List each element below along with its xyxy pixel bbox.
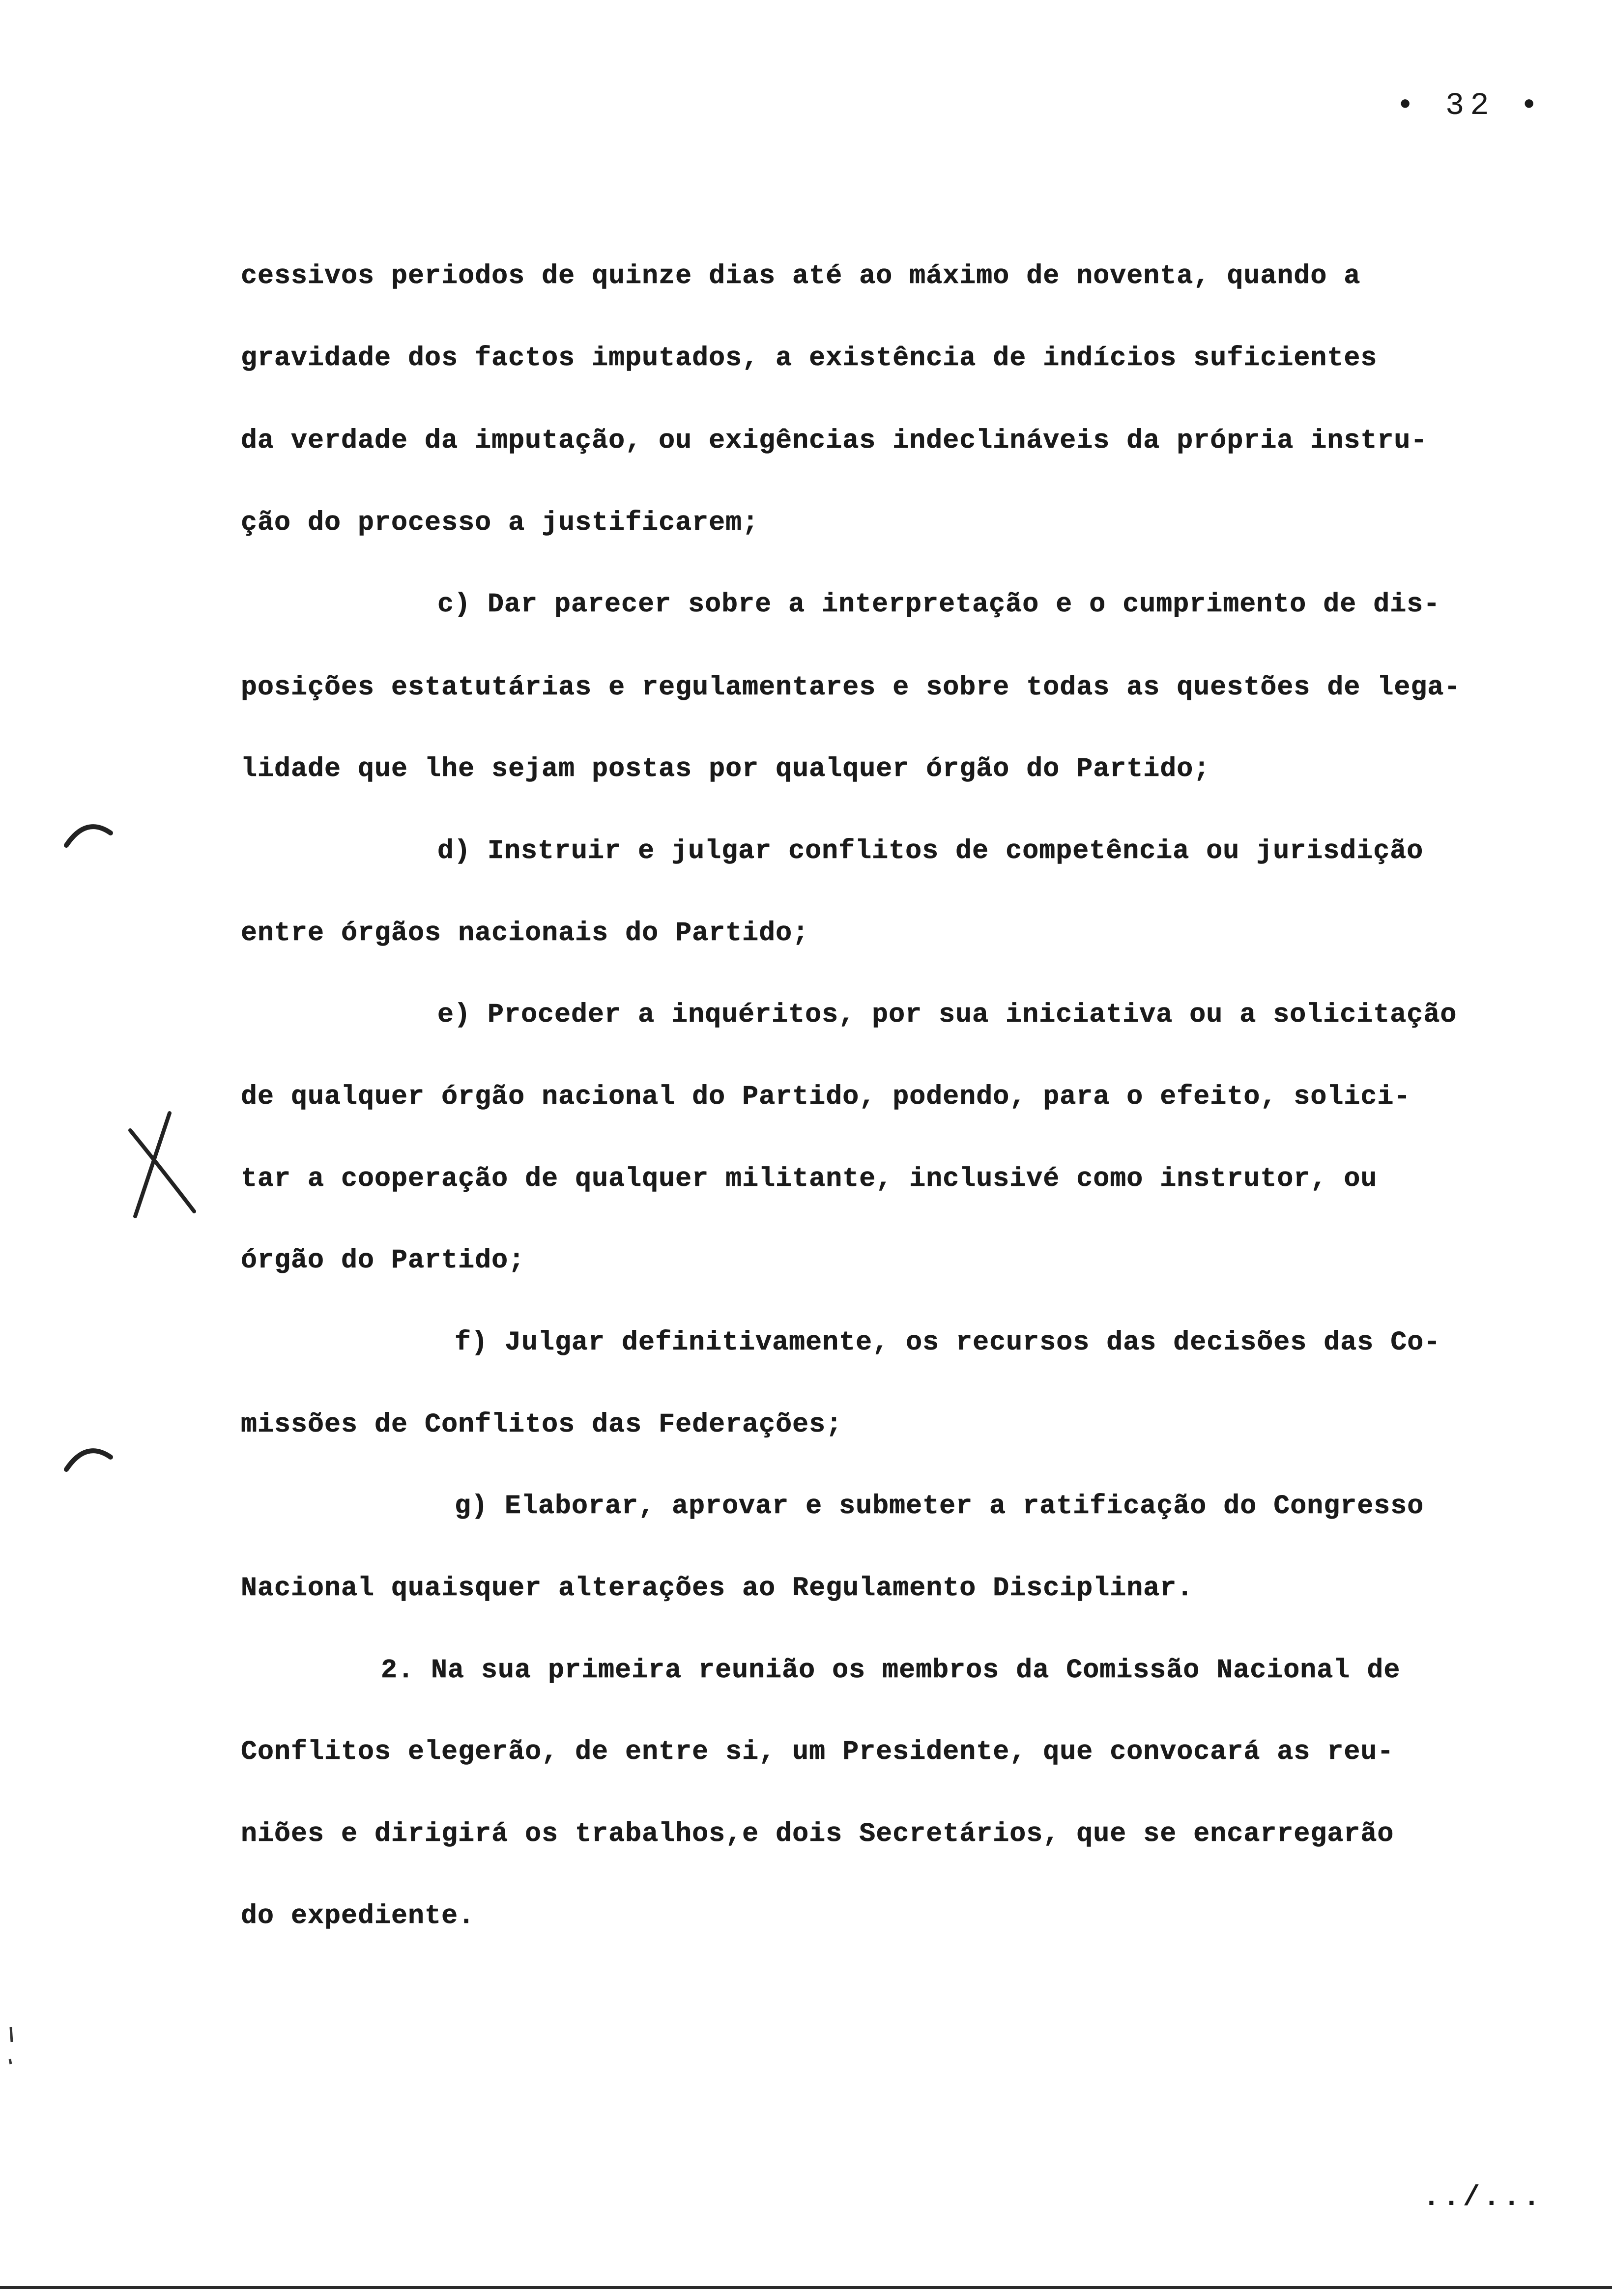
continuation-marker: ../...	[1423, 2182, 1543, 2214]
text-line: g) Elaborar, aprovar e submeter a ratificação do Congresso	[455, 1491, 1424, 1521]
text-line: d) Instruir e julgar conflitos de competência ou jurisdição	[437, 835, 1424, 866]
margin-arc-mark	[59, 811, 118, 855]
text-line: c) Dar parecer sobre a interpretação e o cumprimento de dis-	[437, 589, 1440, 620]
text-line: órgão do Partido;	[241, 1245, 525, 1276]
page-number: • 32 •	[1396, 88, 1545, 124]
text-line: missões de Conflitos das Federações;	[241, 1409, 843, 1440]
margin-cross-mark	[123, 1106, 206, 1224]
text-line: Nacional quaisquer alterações ao Regulamento Disciplinar.	[241, 1573, 1194, 1604]
text-line: de qualquer órgão nacional do Partido, podendo, para o efeito, solici-	[241, 1081, 1411, 1112]
text-line: entre órgãos nacionais do Partido;	[241, 918, 809, 948]
text-line: do expediente.	[241, 1900, 475, 1931]
text-line: 2. Na sua primeira reunião os membros da Comissão Nacional de	[381, 1655, 1401, 1686]
text-line: f) Julgar definitivamente, os recursos das decisões das Co-	[455, 1327, 1441, 1358]
text-line: posições estatutárias e regulamentares e sobre todas as questões de lega-	[241, 672, 1461, 703]
text-line: e) Proceder a inquéritos, por sua iniciativa ou a solicitação	[437, 999, 1457, 1030]
text-line: da verdade da imputação, ou exigências indeclináveis da própria instru-	[241, 425, 1428, 456]
margin-speck-mark	[5, 2025, 20, 2069]
text-line: lidade que lhe sejam postas por qualquer órgão do Partido;	[241, 753, 1210, 784]
bottom-edge-rule	[0, 2286, 1612, 2289]
margin-arc-mark	[59, 1435, 118, 1479]
text-line: niões e dirigirá os trabalhos,e dois Secretários, que se encarregarão	[241, 1818, 1394, 1849]
text-line: tar a cooperação de qualquer militante, inclusivé como instrutor, ou	[241, 1163, 1378, 1194]
text-line: ção do processo a justificarem;	[241, 507, 759, 538]
text-line: cessivos periodos de quinze dias até ao máximo de noventa, quando a	[241, 260, 1361, 291]
text-line: gravidade dos factos imputados, a existência de indícios suficientes	[241, 343, 1378, 373]
text-line: Conflitos elegerão, de entre si, um Presidente, que convocará as reu-	[241, 1736, 1394, 1767]
